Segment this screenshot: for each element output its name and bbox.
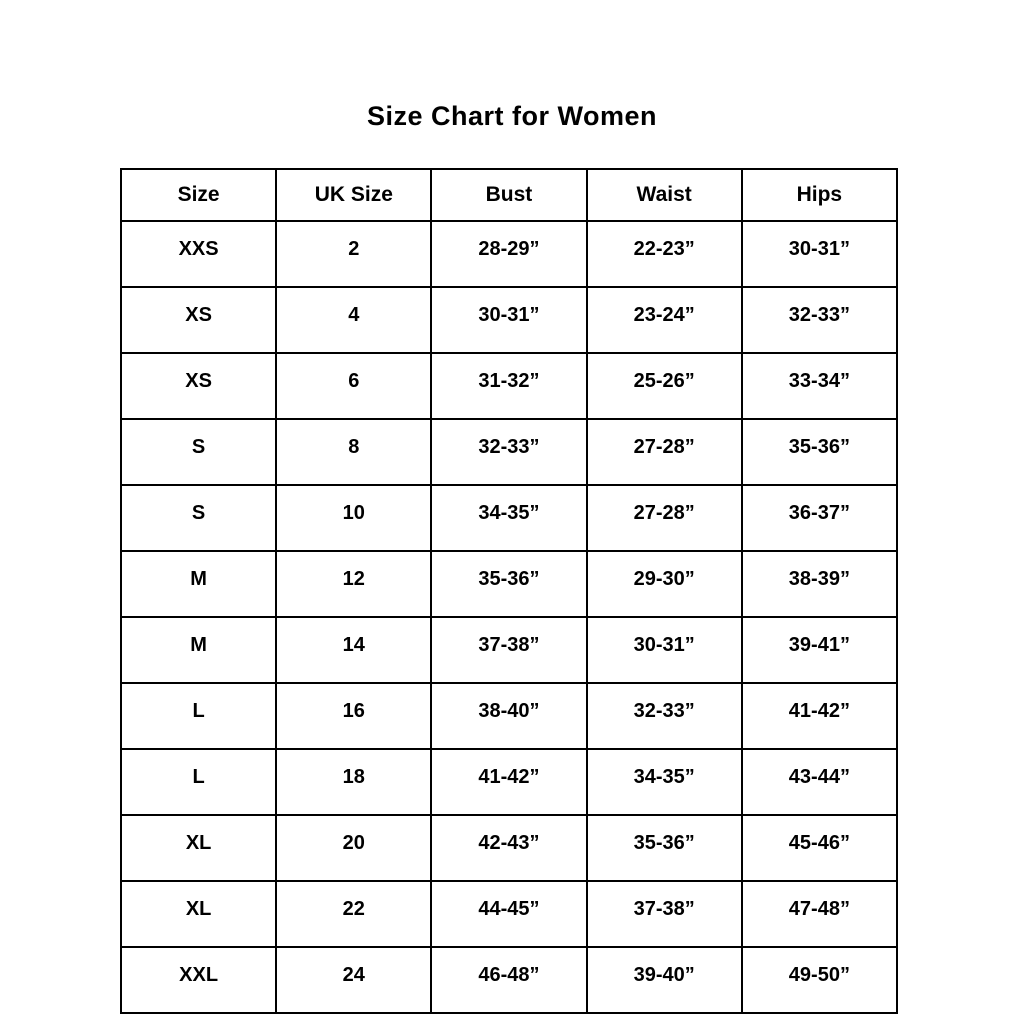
cell-hips-row1: 30-31” (742, 221, 897, 287)
cell-bust-row7: 37-38” (431, 617, 586, 683)
cell-bust-row3: 31-32” (431, 353, 586, 419)
cell-hips-row8: 41-42” (742, 683, 897, 749)
cell-waist-row5: 27-28” (587, 485, 742, 551)
table-row (121, 815, 897, 881)
cell-size-row12: XXL (121, 947, 276, 1013)
column-header-hips: Hips (742, 169, 897, 221)
cell-uk-size-row7: 14 (276, 617, 431, 683)
column-header-uk-size: UK Size (276, 169, 431, 221)
cell-uk-size-row10: 20 (276, 815, 431, 881)
cell-bust-row10: 42-43” (431, 815, 586, 881)
table-row (121, 221, 897, 287)
cell-uk-size-row12: 24 (276, 947, 431, 1013)
cell-size-row6: M (121, 551, 276, 617)
cell-waist-row1: 22-23” (587, 221, 742, 287)
cell-size-row11: XL (121, 881, 276, 947)
cell-hips-row6: 38-39” (742, 551, 897, 617)
cell-hips-row3: 33-34” (742, 353, 897, 419)
cell-size-row10: XL (121, 815, 276, 881)
table-row (121, 881, 897, 947)
cell-size-row7: M (121, 617, 276, 683)
table-row (121, 419, 897, 485)
cell-uk-size-row1: 2 (276, 221, 431, 287)
cell-waist-row10: 35-36” (587, 815, 742, 881)
cell-size-row1: XXS (121, 221, 276, 287)
cell-hips-row2: 32-33” (742, 287, 897, 353)
cell-bust-row9: 41-42” (431, 749, 586, 815)
cell-size-row3: XS (121, 353, 276, 419)
table-row (121, 485, 897, 551)
table-row (121, 947, 897, 1013)
cell-bust-row2: 30-31” (431, 287, 586, 353)
header-row (121, 169, 897, 221)
size-chart-table (120, 168, 898, 1014)
cell-waist-row9: 34-35” (587, 749, 742, 815)
cell-bust-row12: 46-48” (431, 947, 586, 1013)
cell-bust-row4: 32-33” (431, 419, 586, 485)
cell-hips-row12: 49-50” (742, 947, 897, 1013)
cell-bust-row11: 44-45” (431, 881, 586, 947)
page-title: Size Chart for Women (366, 101, 658, 131)
table-row (121, 683, 897, 749)
cell-bust-row1: 28-29” (431, 221, 586, 287)
cell-uk-size-row6: 12 (276, 551, 431, 617)
table-body (121, 221, 897, 1013)
cell-waist-row11: 37-38” (587, 881, 742, 947)
cell-hips-row7: 39-41” (742, 617, 897, 683)
cell-uk-size-row3: 6 (276, 353, 431, 419)
cell-size-row5: S (121, 485, 276, 551)
cell-waist-row7: 30-31” (587, 617, 742, 683)
cell-uk-size-row5: 10 (276, 485, 431, 551)
cell-hips-row9: 43-44” (742, 749, 897, 815)
cell-waist-row8: 32-33” (587, 683, 742, 749)
table-row (121, 551, 897, 617)
cell-hips-row5: 36-37” (742, 485, 897, 551)
table-header (121, 169, 897, 221)
cell-bust-row5: 34-35” (431, 485, 586, 551)
column-header-size: Size (121, 169, 276, 221)
table-row (121, 749, 897, 815)
cell-bust-row6: 35-36” (431, 551, 586, 617)
table-row (121, 287, 897, 353)
cell-waist-row2: 23-24” (587, 287, 742, 353)
cell-size-row2: XS (121, 287, 276, 353)
cell-uk-size-row8: 16 (276, 683, 431, 749)
table-row (121, 353, 897, 419)
table-row (121, 617, 897, 683)
cell-hips-row10: 45-46” (742, 815, 897, 881)
cell-size-row8: L (121, 683, 276, 749)
cell-hips-row11: 47-48” (742, 881, 897, 947)
cell-waist-row6: 29-30” (587, 551, 742, 617)
column-header-bust: Bust (431, 169, 586, 221)
cell-waist-row3: 25-26” (587, 353, 742, 419)
cell-waist-row4: 27-28” (587, 419, 742, 485)
cell-size-row4: S (121, 419, 276, 485)
column-header-waist: Waist (587, 169, 742, 221)
cell-hips-row4: 35-36” (742, 419, 897, 485)
cell-uk-size-row4: 8 (276, 419, 431, 485)
cell-bust-row8: 38-40” (431, 683, 586, 749)
cell-uk-size-row11: 22 (276, 881, 431, 947)
cell-uk-size-row9: 18 (276, 749, 431, 815)
cell-uk-size-row2: 4 (276, 287, 431, 353)
cell-waist-row12: 39-40” (587, 947, 742, 1013)
cell-size-row9: L (121, 749, 276, 815)
